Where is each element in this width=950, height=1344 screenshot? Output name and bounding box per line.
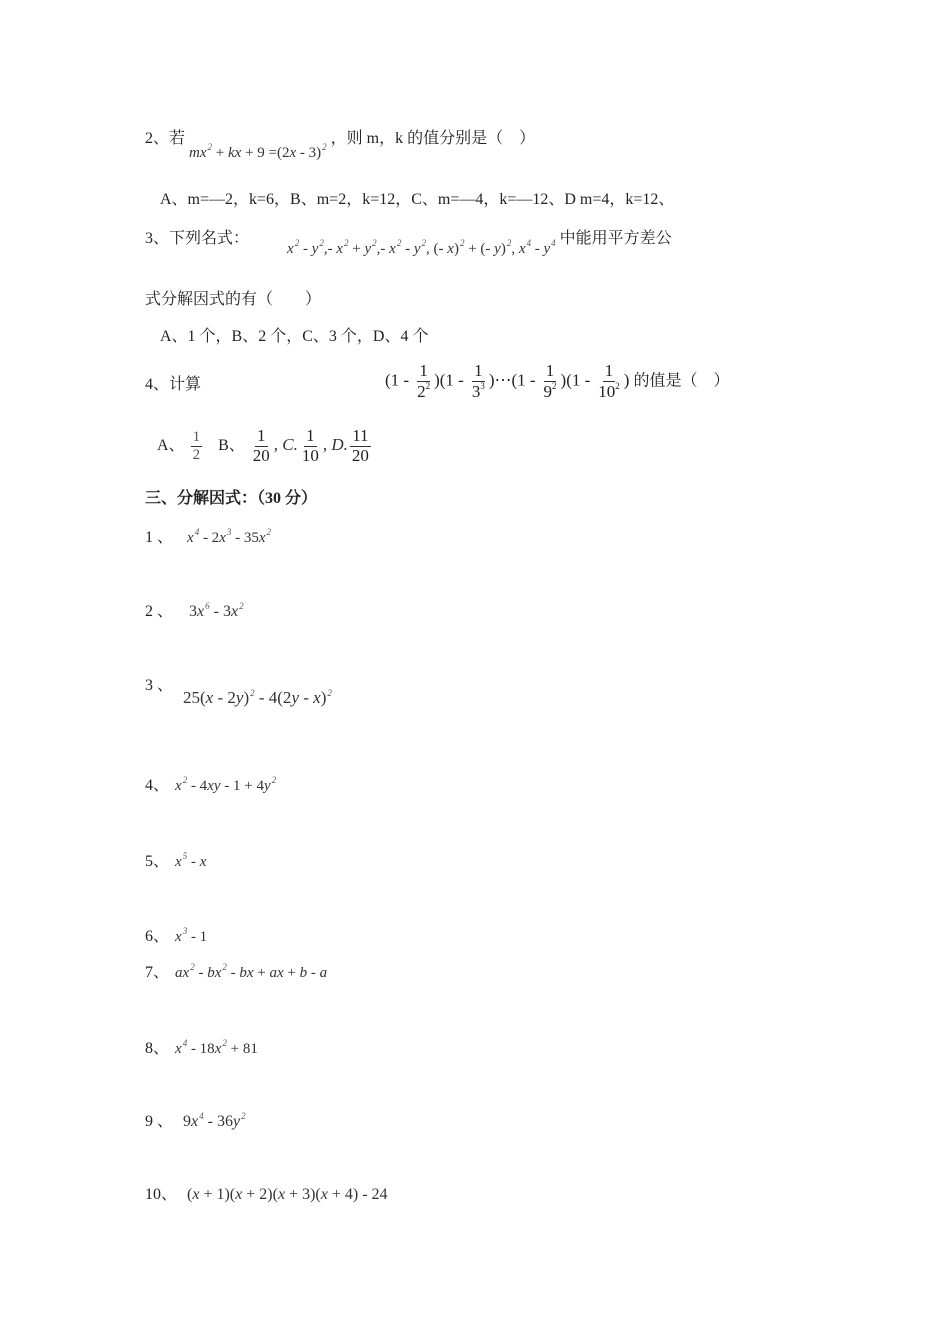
problem-10-expression: (x + 1)(x + 2)(x + 3)(x + 4) - 24 [187, 1186, 388, 1203]
problem-8-expression: $x^4 - 18x^2 + 81$ [175, 1038, 258, 1057]
problem-7-label: 7、 [145, 964, 170, 981]
problem-1 [145, 527, 271, 547]
problem-2-expression: $3x^6 - 3x^2$ [189, 601, 244, 620]
question-3-expressions: $x^2 - y^2,-$ $x^2 + y^2,-$ $x^2 - y^2$, (- x)$^2$ + (- y)$^2$, $x^4 - y^4$ [287, 238, 556, 257]
problem-5 [145, 851, 206, 871]
question-2-options: A、m=—2，k=6，B、m=2，k=12，C、m=—4，k=—12、D m=4，k=12、 [160, 191, 675, 208]
problem-7 [145, 962, 327, 982]
problem-2 [145, 601, 244, 621]
question-2-label: 2、若 [145, 130, 186, 147]
problem-2-label: 2 、 [145, 603, 174, 620]
problem-1-label: 1 、 [145, 529, 174, 546]
problem-1-expression: $x^4 - 2x^3 - 35x^2$ [187, 527, 272, 546]
problem-9-expression: $9x^4 - 36y^2$ [183, 1111, 246, 1130]
section-3-title: 三、分解因式：（30 分） [145, 490, 318, 507]
problem-8 [145, 1038, 258, 1058]
question-2-equation: $mx^2$ + kx + 9 =(2x - 3)$^2$ [189, 142, 327, 161]
problem-5-label: 5、 [145, 853, 170, 870]
problem-6-label: 6、 [145, 928, 170, 945]
question-4-label: 4、计算 [145, 376, 202, 393]
problem-6 [145, 926, 207, 946]
question-3 [145, 228, 672, 257]
question-4-option-a: A、 [157, 436, 185, 454]
question-3-label: 3、下列名式： [145, 230, 250, 247]
problem-4-expression: $x^2 - 4xy - 1 + 4y^2$ [175, 775, 277, 794]
problem-3-label: 3 、 [145, 677, 174, 694]
question-2-prompt: ，则 m，k 的值分别是（ ） [330, 130, 536, 147]
problem-5-expression: $x^5$ - x [175, 851, 207, 870]
problem-3-expression: 25(x - 2y)$^2$ - 4(2y - x)$^2$ [183, 688, 332, 707]
problem-7-expression: $ax^2 - bx^2$ - bx + ax + b - a [175, 962, 328, 981]
question-4-expression: (1 - $\frac{1}{2^2}$ )(1 - $\frac{1}{3^3}$ )⋯(1 - $\frac{1}{9^2}$ )(1 - $\frac{1}{10^2}$ ) 的值是（ ） [385, 361, 730, 401]
problem-6-expression: $x^3 - 1$ [175, 926, 208, 945]
question-4-options: A、 $\frac{1}{2}$ B、 $\frac{1}{20}$ , C. $\frac{1}{10}$ , D. $\frac{11}{20}$ [157, 426, 369, 465]
question-3-options: A、1 个，B、2 个，C、3 个，D、4 个 [160, 328, 429, 345]
problem-10-label: 10、 [145, 1186, 178, 1203]
problem-9-label: 9 、 [145, 1113, 174, 1130]
question-3-tail: 中能用平方差公 [559, 230, 672, 247]
problem-9 [145, 1111, 246, 1131]
problem-10 [145, 1185, 388, 1204]
problem-4 [145, 775, 276, 795]
question-4-tail: 的值是（ ） [633, 372, 730, 390]
question-2 [145, 128, 536, 161]
problem-4-label: 4、 [145, 777, 170, 794]
problem-8-label: 8、 [145, 1040, 170, 1057]
question-3-continued: 式分解因式的有（ ） [145, 291, 322, 308]
question-4-option-b: B、 [218, 436, 245, 454]
